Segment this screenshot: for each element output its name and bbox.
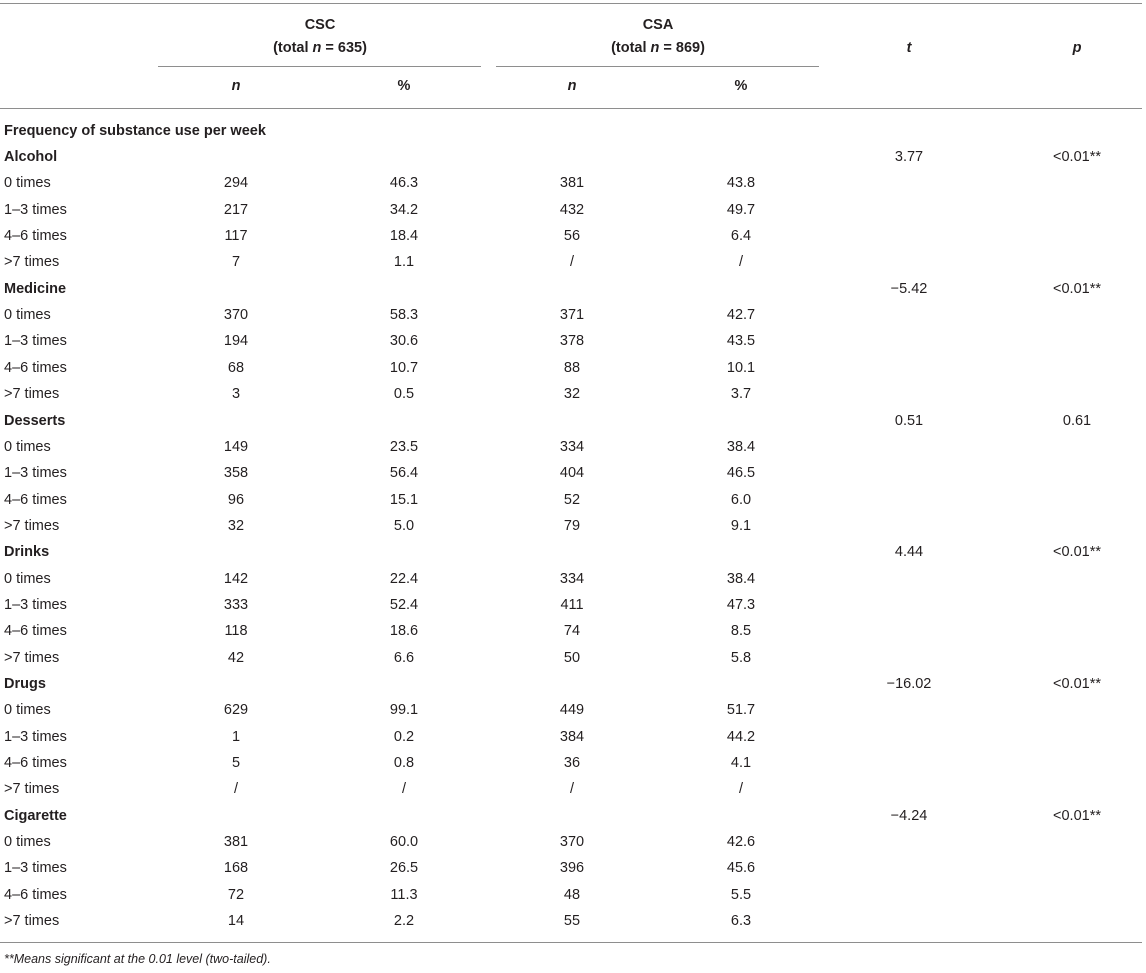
- csc-n-cell: 118: [224, 623, 248, 640]
- csc-pct-cell: 2.2: [393, 913, 415, 930]
- row-label: 1–3 times: [4, 333, 67, 350]
- csc-pct-cell: 5.0: [393, 517, 415, 534]
- csc-n-cell: 3: [231, 386, 241, 403]
- csc-n-cell: 358: [223, 465, 249, 482]
- csc-pct-cell: 52.4: [389, 596, 419, 613]
- csa-pct-cell: 43.8: [726, 175, 756, 192]
- csa-pct-cell: 46.5: [726, 465, 756, 482]
- csa-n-cell: 396: [559, 860, 585, 877]
- csa-n-cell: /: [569, 781, 575, 798]
- row-label: 0 times: [4, 438, 51, 455]
- row-label: 1–3 times: [4, 465, 67, 482]
- csa-pct-cell: 5.5: [730, 886, 752, 903]
- row-label: 4–6 times: [4, 755, 67, 772]
- csa-n-cell: 334: [559, 438, 585, 455]
- csc-pct-cell: 0.5: [393, 386, 415, 403]
- t-value: 3.77: [894, 149, 924, 165]
- csc-pct-cell: 6.6: [393, 649, 415, 666]
- p-value: <0.01**: [1053, 280, 1101, 297]
- csa-pct-cell: 8.5: [730, 623, 752, 640]
- t-value: −4.24: [890, 807, 928, 824]
- csc-n-cell: 333: [223, 596, 249, 613]
- csa-n-cell: 378: [559, 333, 585, 350]
- p-value: <0.01**: [1053, 149, 1101, 165]
- csa-n-cell: 50: [563, 649, 581, 666]
- csc-pct-header: %: [397, 78, 411, 94]
- row-label: 4–6 times: [4, 359, 67, 376]
- csa-pct-cell: 3.7: [730, 386, 752, 403]
- csc-header: CSC: [304, 17, 336, 33]
- csc-pct-cell: 18.4: [389, 228, 419, 245]
- csa-total-prefix: (total: [611, 40, 651, 56]
- csa-pct-cell: 6.4: [730, 228, 752, 245]
- csc-pct-cell: 0.8: [393, 755, 415, 772]
- csa-total-n: n: [650, 40, 660, 56]
- csa-n-cell: /: [569, 254, 575, 271]
- csa-n-cell: 36: [563, 755, 581, 772]
- csc-n-cell: 142: [223, 570, 249, 587]
- csa-header: CSA: [642, 17, 674, 33]
- csa-n-cell: 381: [559, 175, 585, 192]
- p-header: p: [1072, 40, 1082, 56]
- row-label: >7 times: [4, 649, 60, 666]
- csa-pct-cell: 42.6: [726, 834, 756, 851]
- csc-n-cell: 32: [227, 517, 245, 534]
- csa-n-cell: 371: [559, 307, 585, 324]
- row-label: 1–3 times: [4, 201, 67, 218]
- group-label: Desserts: [4, 412, 66, 429]
- csa-pct-cell: 9.1: [730, 517, 752, 534]
- row-label: 1–3 times: [4, 728, 67, 745]
- t-value: −5.42: [890, 280, 928, 297]
- group-label: Drinks: [4, 544, 50, 561]
- csa-pct-header: %: [734, 78, 748, 94]
- csa-pct-cell: 38.4: [726, 438, 756, 455]
- csa-n-cell: 52: [563, 491, 581, 508]
- csa-n-cell: 32: [563, 386, 581, 403]
- csc-n-cell: 629: [223, 702, 249, 719]
- csa-pct-cell: 51.7: [726, 702, 756, 719]
- csc-n-cell: 1: [231, 728, 241, 745]
- csc-pct-cell: 11.3: [390, 886, 418, 903]
- csa-n-header: n: [567, 78, 577, 94]
- footnote: **Means significant at the 0.01 level (two-tailed).: [4, 952, 271, 966]
- csc-pct-cell: 26.5: [389, 860, 419, 877]
- csc-n-cell: 370: [223, 307, 249, 324]
- csc-pct-cell: 46.3: [389, 175, 419, 192]
- csa-pct-cell: 6.3: [730, 913, 752, 930]
- csc-pct-cell: 58.3: [389, 307, 419, 324]
- row-label: 0 times: [4, 702, 51, 719]
- row-label: 0 times: [4, 175, 51, 192]
- csc-pct-cell: 0.2: [393, 728, 415, 745]
- group-label: Drugs: [4, 676, 46, 692]
- p-value: <0.01**: [1053, 807, 1101, 824]
- group-label: Alcohol: [4, 149, 58, 165]
- csa-n-cell: 432: [559, 201, 585, 218]
- csc-n-cell: 168: [223, 860, 249, 877]
- csc-pct-cell: 1.1: [393, 254, 415, 271]
- csa-n-cell: 48: [563, 886, 581, 903]
- csc-n-cell: 381: [223, 834, 249, 851]
- p-value: <0.01**: [1053, 544, 1101, 561]
- row-label: 4–6 times: [4, 228, 67, 245]
- csc-pct-cell: /: [401, 781, 407, 798]
- row-label: 0 times: [4, 307, 51, 324]
- csa-n-cell: 370: [559, 834, 585, 851]
- csa-pct-cell: /: [738, 254, 744, 271]
- csa-n-cell: 88: [563, 359, 581, 376]
- csc-pct-cell: 56.4: [389, 465, 419, 482]
- row-label: 4–6 times: [4, 886, 67, 903]
- csc-n-cell: 194: [223, 333, 249, 350]
- row-label: 4–6 times: [4, 623, 67, 640]
- csc-n-cell: 42: [227, 649, 245, 666]
- csc-pct-cell: 10.7: [389, 359, 419, 376]
- t-value: 4.44: [894, 544, 924, 561]
- csa-pct-cell: 45.6: [726, 860, 756, 877]
- csc-n-cell: 96: [227, 491, 245, 508]
- csc-n-cell: 117: [224, 228, 248, 245]
- t-header: t: [906, 40, 912, 56]
- csa-pct-cell: 42.7: [726, 307, 756, 324]
- csa-pct-cell: 49.7: [726, 201, 756, 218]
- csa-pct-cell: 44.2: [726, 728, 756, 745]
- csa-pct-cell: 10.1: [726, 359, 756, 376]
- csc-n-cell: 217: [223, 201, 249, 218]
- csc-total-suffix: = 635): [321, 40, 367, 56]
- csa-n-cell: 384: [559, 728, 585, 745]
- csa-n-cell: 411: [560, 596, 584, 613]
- csc-n-cell: 14: [227, 913, 245, 930]
- csc-total-prefix: (total: [273, 40, 313, 56]
- csc-n-cell: /: [233, 781, 239, 798]
- group-label: Medicine: [4, 280, 67, 297]
- csa-n-cell: 56: [563, 228, 581, 245]
- csa-pct-cell: 38.4: [726, 570, 756, 587]
- p-value: <0.01**: [1053, 676, 1101, 692]
- csc-n-cell: 149: [223, 438, 249, 455]
- csc-n-cell: 5: [231, 755, 241, 772]
- csc-pct-cell: 15.1: [389, 491, 419, 508]
- csc-n-cell: 294: [223, 175, 249, 192]
- csc-total-n: n: [312, 40, 322, 56]
- csa-n-cell: 55: [563, 913, 581, 930]
- row-label: 1–3 times: [4, 596, 67, 613]
- csa-n-cell: 74: [563, 623, 581, 640]
- row-label: >7 times: [4, 386, 60, 403]
- csa-total-suffix: = 869): [659, 40, 705, 56]
- csa-n-cell: 334: [559, 570, 585, 587]
- csa-pct-cell: 6.0: [730, 491, 752, 508]
- row-label: >7 times: [4, 781, 60, 798]
- csa-n-cell: 404: [559, 465, 585, 482]
- csc-pct-cell: 30.6: [389, 333, 419, 350]
- t-value: 0.51: [894, 412, 924, 429]
- csa-pct-cell: /: [738, 781, 744, 798]
- csc-pct-cell: 34.2: [389, 201, 419, 218]
- row-label: 1–3 times: [4, 860, 67, 877]
- csc-pct-cell: 22.4: [389, 570, 419, 587]
- csc-n-cell: 72: [227, 886, 245, 903]
- p-value: 0.61: [1062, 412, 1092, 429]
- t-value: −16.02: [886, 676, 932, 692]
- group-label: Cigarette: [4, 807, 67, 824]
- row-label: >7 times: [4, 913, 60, 930]
- table-title-row: Frequency of substance use per week: [4, 123, 266, 139]
- csc-n-cell: 7: [231, 254, 241, 271]
- row-label: >7 times: [4, 517, 60, 534]
- csc-pct-cell: 18.6: [389, 623, 419, 640]
- csa-pct-cell: 4.1: [730, 755, 752, 772]
- csc-n-header: n: [231, 78, 241, 94]
- row-label: 4–6 times: [4, 491, 67, 508]
- csa-pct-cell: 43.5: [726, 333, 756, 350]
- csa-pct-cell: 47.3: [726, 596, 756, 613]
- csc-pct-cell: 60.0: [389, 834, 419, 851]
- row-label: >7 times: [4, 254, 60, 271]
- row-label: 0 times: [4, 570, 51, 587]
- row-label: 0 times: [4, 834, 51, 851]
- csa-n-cell: 449: [559, 702, 585, 719]
- csc-pct-cell: 99.1: [389, 702, 419, 719]
- csc-pct-cell: 23.5: [389, 438, 419, 455]
- csa-pct-cell: 5.8: [730, 649, 752, 666]
- csa-n-cell: 79: [563, 517, 581, 534]
- csc-n-cell: 68: [227, 359, 245, 376]
